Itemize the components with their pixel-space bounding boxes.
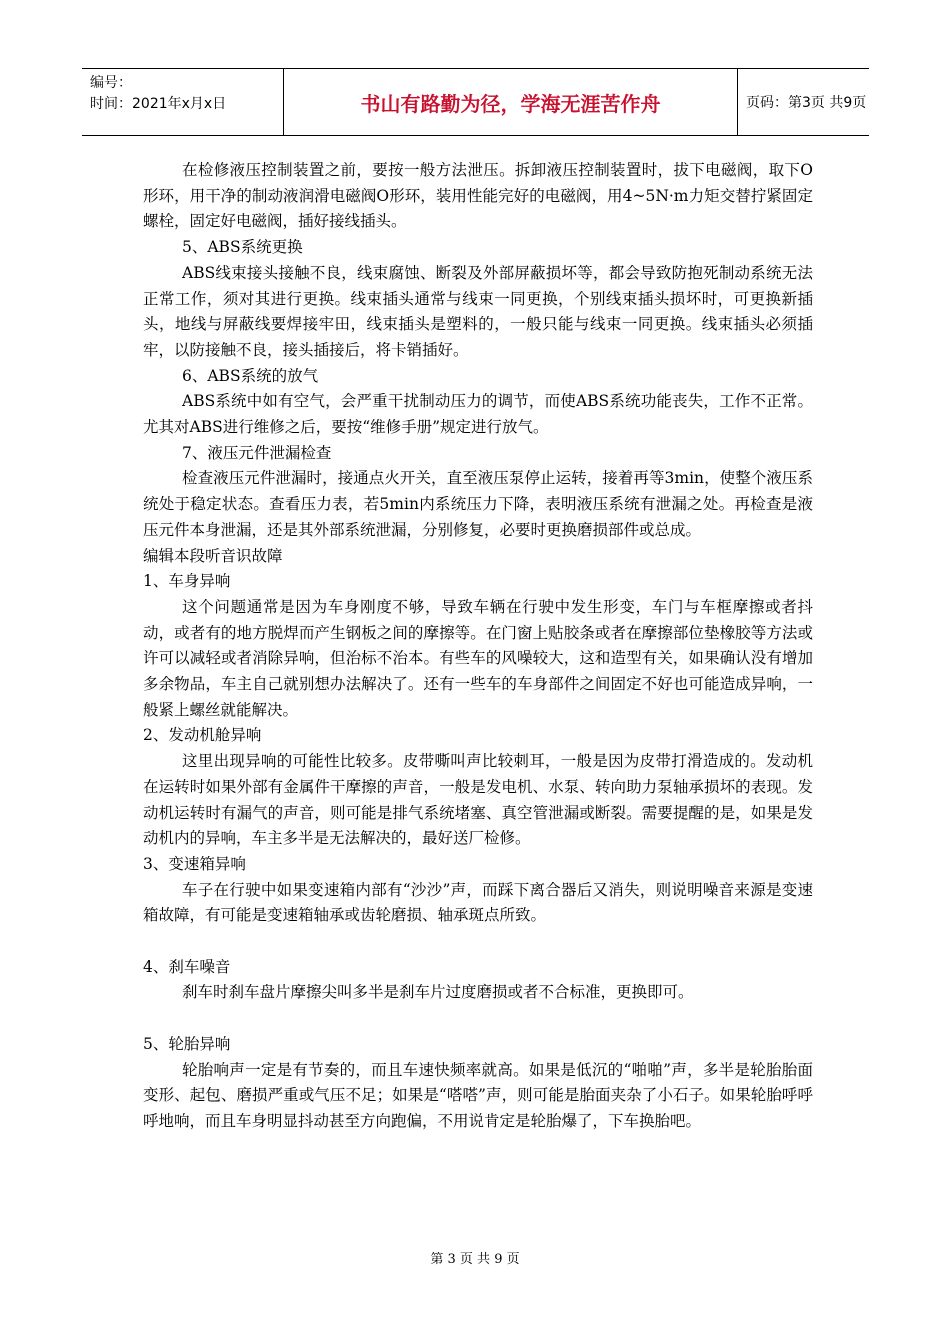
paragraph-gearbox-noise: 车子在行驶中如果变速箱内部有“沙沙”声，而踩下离合器后又消失，则说明噪音来源是变速箱故障，有可能是变速箱轴承或齿轮磨损、轴承斑点所致。 [143,880,813,925]
paragraph-abs-harness: ABS线束接头接触不良，线束腐蚀、断裂及外部屏蔽损坏等，都会导致防抱死制动系统无法正常工作，须对其进行更换。线束插头通常与线束一同更换，个别线束插头损坏时，可更换新插头，地线与屏蔽线要焊接牢田，线束插头是塑料的，一般只能与线束一同更换。线束插头必须插牢，以防接触不良，接头插接后，将卡销插好。 [143,263,813,359]
heading-abs-replacement: 5、ABS系统更换 [182,238,303,257]
paragraph-tire-noise: 轮胎响声一定是有节奏的，而且车速快频率就高。如果是低沉的“啪啪”声，多半是轮胎胎面变形、起包、磨损严重或气压不足；如果是“嗒嗒”声，则可能是胎面夹杂了小石子。如果轮胎呼呼呼地响，而且车身明显抖动甚至方向跑偏，不用说肯定是轮胎爆了，下车换胎吧。 [143,1060,813,1130]
heading-brake-noise: 4、刹车噪音 [143,957,231,976]
header-page-number: 页码：第3页 共9页 [746,95,867,111]
body-text [143,158,813,1135]
paragraph-gap [143,1006,813,1032]
paragraph-engine-noise: 这里出现异响的可能性比较多。皮带嘶叫声比较刺耳，一般是因为皮带打滑造成的。发动机在运转时如果外部有金属件干摩擦的声音，一般是发电机、水泵、转向助力泵轴承损坏的表现。发动机运转时有漏气的声音，则可能是排气系统堵塞、真空管泄漏或断裂。需要提醒的是，如果是发动机内的异响，车主多半是无法解决的，最好送厂检修。 [143,752,813,848]
header-motto: 书山有路勤为径，学海无涯苦作舟 [284,69,738,135]
section-heading-sound-diagnosis: 编辑本段听音识故障 [143,546,283,565]
paragraph-abs-air: ABS系统中如有空气，会严重干扰制动压力的调节，而使ABS系统功能丧失，工作不正常。尤其对ABS进行维修之后，要按“维修手册”规定进行放气。 [143,392,813,437]
header-info-cell [82,69,284,135]
page-header [82,68,869,136]
paragraph-brake-noise: 刹车时刹车盘片摩擦尖叫多半是刹车片过度磨损或者不合标准，更换即可。 [182,983,694,1002]
heading-body-noise: 1、车身异响 [143,572,231,591]
paragraph-body-noise: 这个问题通常是因为车身刚度不够，导致车辆在行驶中发生形变，车门与车框摩擦或者抖动，或者有的地方脱焊而产生钢板之间的摩擦等。在门窗上贴胶条或者在摩擦部位垫橡胶等方法或许可以减轻或者消除异响，但治标不治本。有些车的风噪较大，这和造型有关，如果确认没有增加多余物品，车主自己就别想办法解决了。还有一些车的车身部件之间固定不好也可能造成异响，一般紧上螺丝就能解决。 [143,597,813,719]
paragraph-leak-check: 检查液压元件泄漏时，接通点火开关，直至液压泵停止运转，接着再等3min，使整个液压系统处于稳定状态。查看压力表，若5min内系统压力下降，表明液压系统有泄漏之处。再检查是液压元件本身泄漏，还是其外部系统泄漏，分别修复，必要时更换磨损部件或总成。 [143,469,813,539]
heading-leak-check: 7、液压元件泄漏检查 [182,443,332,462]
heading-engine-noise: 2、发动机舱异响 [143,726,262,745]
paragraph-gap [143,929,813,955]
date-label: 时间：2021年x月x日 [90,96,227,112]
heading-tire-noise: 5、轮胎异响 [143,1034,231,1053]
heading-abs-bleeding: 6、ABS系统的放气 [182,366,319,385]
serial-number-label: 编号： [90,75,132,91]
paragraph-solenoid-valve: 在检修液压控制装置之前，要按一般方法泄压。拆卸液压控制装置时，拔下电磁阀，取下O形环，用干净的制动液润滑电磁阀O形环，装用性能完好的电磁阀，用4~5N·m力矩交替拧紧固定螺栓，固定好电磁阀，插好接线插头。 [143,161,813,231]
page-footer: 第 3 页 共 9 页 [430,1252,520,1267]
heading-gearbox-noise: 3、变速箱异响 [143,854,246,873]
